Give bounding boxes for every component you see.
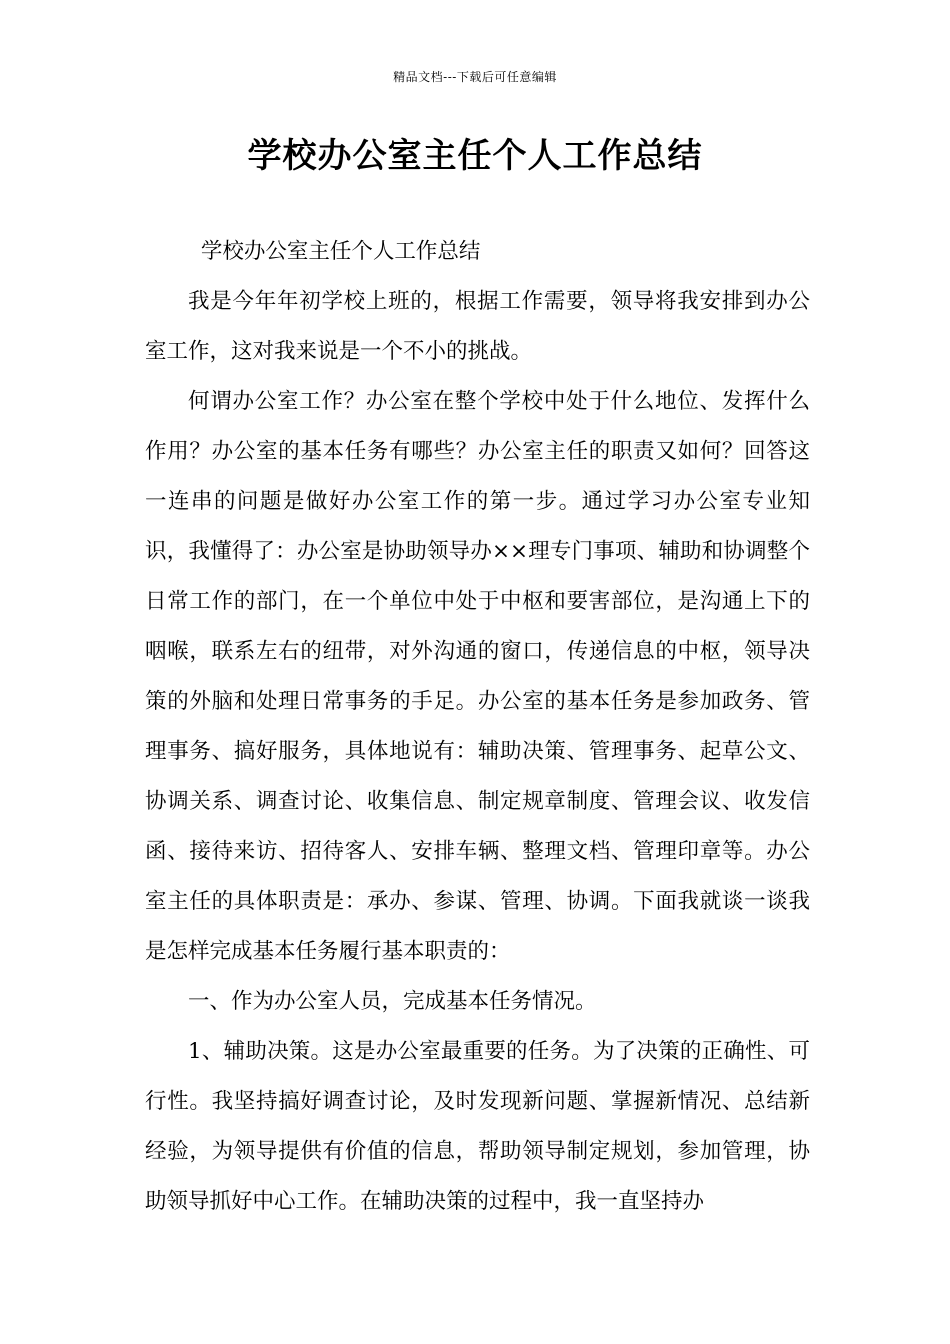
paragraph-assist-decision: 1、辅助决策。这是办公室最重要的任务。为了决策的正确性、可行性。我坚持搞好调查讨论，及时发现新问题、掌握新情况、总结新经验，为领导提供有价值的信息，帮助领导制定规划，参加管理，协助领导抓好中心工作。在辅助决策的过程中，我一直坚持办 (145, 1039, 810, 1214)
paragraph-intro: 我是今年年初学校上班的，根据工作需要，领导将我安排到办公室工作，这对我来说是一个不小的挑战。 (145, 289, 810, 364)
header-note: 精品文档---下载后可任意编辑 (393, 70, 557, 84)
section-heading-one: 一、作为办公室人员，完成基本任务情况。 (188, 989, 597, 1014)
paragraph-office-duties: 何谓办公室工作？办公室在整个学校中处于什么地位、发挥什么作用？办公室的基本任务有哪些？办公室主任的职责又如何？回答这一连串的问题是做好办公室工作的第一步。通过学习办公室专业知识，我懂得了：办公室是协助领导办××理专门事项、辅助和协调整个日常工作的部门，在一个单位中处于中枢和要害部位，是沟通上下的咽喉，联系左右的纽带，对外沟通的窗口，传递信息的中枢，领导决策的外脑和处理日常事务的手足。办公室的基本任务是参加政务、管理事务、搞好服务，具体地说有：辅助决策、管理事务、起草公文、协调关系、调查讨论、收集信息、制定规章制度、管理会议、收发信函、接待来访、招待客人、安排车辆、整理文档、管理印章等。办公室主任的具体职责是：承办、参谋、管理、协调。下面我就谈一谈我是怎样完成基本任务履行基本职责的： (145, 389, 810, 964)
document-body (145, 227, 810, 1227)
document-title: 学校办公室主任个人工作总结 (247, 136, 703, 176)
document-subtitle: 学校办公室主任个人工作总结 (200, 239, 481, 264)
